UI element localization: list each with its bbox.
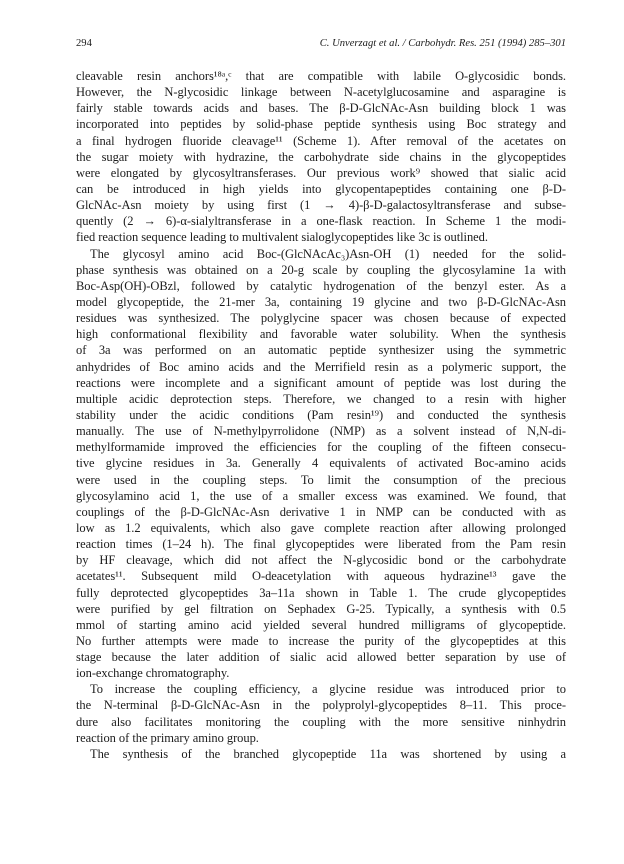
text-line: fairly stable towards acids and bases. The β-D-GlcNAc-Asn building block 1 was (76, 101, 566, 116)
page-number: 294 (76, 38, 92, 49)
text-line: quently (2 → 6)-α-sialyltransferase in a one-flask reaction. In Scheme 1 the modi- (76, 214, 566, 229)
text-line: incorporated into peptides by solid-phase peptide synthesis using Boc strategy and (76, 117, 566, 132)
text-line: methylformamide improved the efficiencies for the coupling of the fifteen consecu- (76, 440, 566, 455)
text-line: fied reaction sequence leading to multivalent sialoglycopeptides like 3c is outlined. (76, 230, 488, 245)
text-line: However, the N-glycosidic linkage between N-acetylglucosamine and asparagine is (76, 85, 566, 100)
text-line: couplings of the β-D-GlcNAc-Asn derivative 1 in NMP can be conducted with as (76, 504, 566, 519)
text-line: tive glycine residues in 3a. Generally 4 equivalents of activated Boc-amino acids (76, 456, 566, 471)
text-line: To increase the coupling efficiency, a glycine residue was introduced prior to (90, 682, 566, 697)
text-line: reactions were incomplete and a significant amount of peptide was lost during the (76, 375, 566, 390)
text-line: the sugar moiety with hydrazine, the carbohydrate side chains in the glycopeptides (76, 149, 566, 164)
text-line: multiple acidic deprotection steps. Therefore, we changed to a resin with higher (76, 391, 566, 406)
text-line: high conformational flexibility and favorable water solubility. When the synthesis (76, 327, 566, 342)
text-line: residues was synthesized. The polyglycine spacer was chosen because of expected (76, 311, 566, 326)
text-line: a final hydrogen fluoride cleavage¹¹ (Scheme 1). After removal of the acetates on (76, 133, 566, 148)
text-line: ion-exchange chromatography. (76, 666, 230, 681)
page-header (76, 37, 566, 51)
body-text (76, 68, 566, 762)
text-line: of 3a was performed on an automatic peptide synthesizer using the symmetric (76, 343, 566, 358)
text-line: stability under the acidic conditions (Pam resin¹⁹) and conducted the synthesis (76, 407, 566, 422)
text-line: The synthesis of the branched glycopeptide 11a was shortened by using a (90, 746, 566, 761)
text-line: were purified by gel filtration on Sephadex G-25. Typically, a synthesis with 0.5 (76, 601, 566, 616)
text-line: reaction of the primary amino group. (76, 730, 259, 745)
text-line: cleavable resin anchors¹⁸ᵃ,ᶜ that are compatible with labile O-glycosidic bonds. (76, 69, 566, 83)
text-line: can be introduced in high yields into glycopentapeptides containing one β-D- (76, 181, 566, 196)
text-line: GlcNAc-Asn moiety by using first (1 → 4)-β-D-galactosyltransferase and subse- (76, 198, 566, 213)
text-line: Boc-Asp(OH)-OBzl, followed by catalytic hydrogenation of the benzyl ester. As a (76, 278, 566, 293)
text-line: manually. The use of N-methylpyrrolidone (NMP) as a solvent instead of N,N-di- (76, 424, 566, 439)
text-line: were used in the coupling steps. To limit the consumption of the precious (76, 472, 566, 487)
text-line: mmol of starting amino acid yielded several hundred milligrams of glycopeptide. (76, 617, 566, 632)
text-line: the N-terminal β-D-GlcNAc-Asn in the polyprolyl-glycopeptides 8–11. This proce- (76, 698, 566, 713)
text-line: dure also facilitates monitoring the coupling with the more sensitive ninhydrin (76, 714, 566, 729)
text-line: low as 1.2 equivalents, which also gave complete reaction after allowing prolonged (76, 520, 566, 535)
text-line: model glycopeptide, the 21-mer 3a, containing 19 glycine and two β-D-GlcNAc-Asn (76, 294, 566, 309)
text-line: by HF cleavage, which did not affect the N-glycosidic bond or the carbohydrate (76, 553, 566, 568)
text-line: No further attempts were made to increase the purity of the glycopeptides at this (76, 633, 566, 648)
text-line: were elongated by glycosyltransferases. Our previous work⁹ showed that sialic acid (76, 165, 566, 180)
text-line: glycosylamino acid 1, the use of a smaller excess was examined. We found, that (76, 488, 566, 503)
running-head: C. Unverzagt et al. / Carbohydr. Res. 251 (1994) 285–301 (319, 38, 566, 49)
text-line: phase synthesis was obtained on a 20-g scale by coupling the glycosylamine 1a with (76, 262, 566, 277)
text-line: acetates¹¹. Subsequent mild O-deacetylation with aqueous hydrazine¹³ gave the (76, 569, 566, 584)
text-line: fully deprotected glycopeptides 3a–11a shown in Table 1. The crude glycopeptides (76, 585, 566, 600)
text-line: reaction times (1–24 h). The final glycopeptides were liberated from the Pam resin (76, 537, 566, 552)
text-line: anhydrides of Boc amino acids and the Merrifield resin as a polymeric support, the (76, 359, 566, 374)
text-line: The glycosyl amino acid Boc-(GlcNAcAc₃)Asn-OH (1) needed for the solid- (90, 246, 566, 261)
text-line: stage because the later addition of sialic acid allowed better separation by use of (76, 650, 566, 665)
